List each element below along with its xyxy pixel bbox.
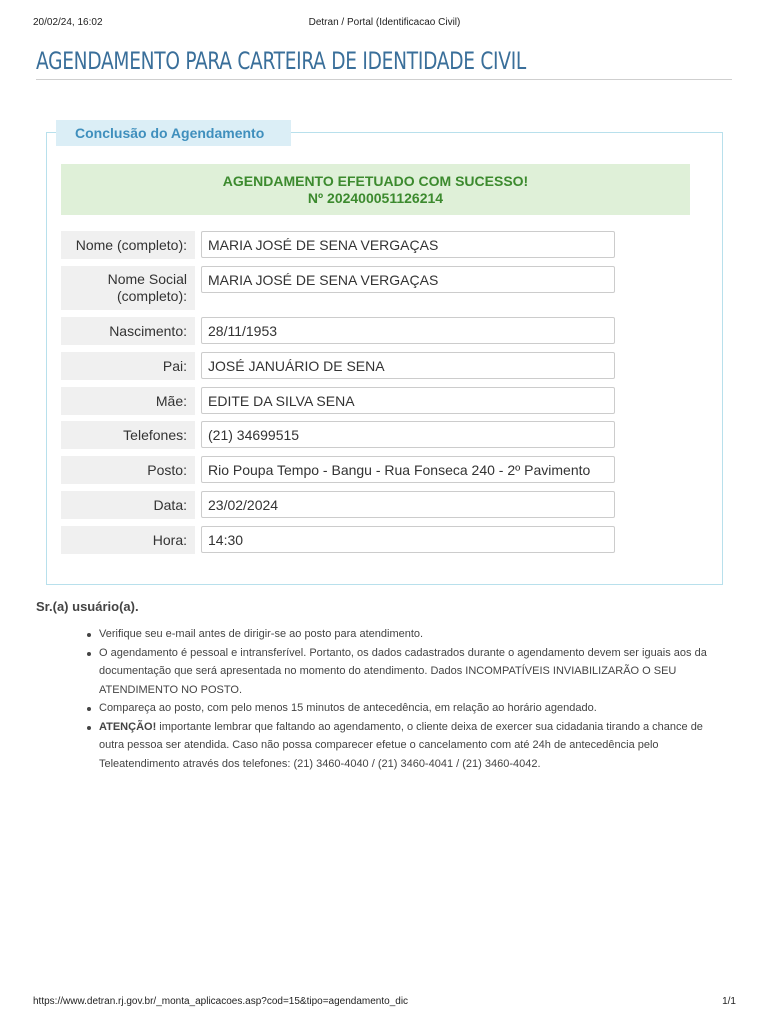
notice-item: O agendamento é pessoal e intransferível. Portanto, os dados cadastrados durante o agendamento devem ser iguais aos da documentação que será apresentada no momento do atendimento. Dados INCOMPATÍVEIS INVIABILIZARÃO O SEU ATENDIMENTO NO POSTO.: [99, 644, 731, 700]
nome-social-field[interactable]: MARIA JOSÉ DE SENA VERGAÇAS: [201, 266, 615, 293]
appointment-number: Nº 202400051126214: [307, 190, 444, 206]
nome-label: Nome (completo):: [61, 231, 195, 259]
pai-field[interactable]: JOSÉ JANUÁRIO DE SENA: [201, 352, 615, 379]
pai-label: Pai:: [61, 352, 195, 380]
field-row-posto: [61, 456, 615, 484]
telefones-field[interactable]: (21) 34699515: [201, 421, 615, 448]
hora-label: Hora:: [61, 526, 195, 554]
field-row-nascimento: [61, 317, 615, 345]
field-row-nome: [61, 231, 615, 259]
posto-label: Posto:: [61, 456, 195, 484]
notice-item: Verifique seu e-mail antes de dirigir-se ao posto para atendimento.: [99, 625, 731, 644]
field-row-hora: [61, 526, 615, 554]
nome-social-label: Nome Social (completo):: [61, 266, 195, 310]
data-label: Data:: [61, 491, 195, 519]
field-row-nome-social: [61, 266, 615, 310]
page-counter: 1/1: [722, 996, 736, 1007]
field-row-data: [61, 491, 615, 519]
field-row-mae: [61, 387, 615, 415]
field-row-telefones: [61, 421, 615, 449]
data-field[interactable]: 23/02/2024: [201, 491, 615, 518]
notice-list: [99, 625, 731, 773]
posto-field[interactable]: Rio Poupa Tempo - Bangu - Rua Fonseca 240 - 2º Pavimento: [201, 456, 615, 483]
print-url: https://www.detran.rj.gov.br/_monta_aplicacoes.asp?cod=15&tipo=agendamento_dic: [33, 996, 409, 1007]
nascimento-field[interactable]: 28/11/1953: [201, 317, 615, 344]
success-alert: [61, 164, 690, 215]
telefones-label: Telefones:: [61, 421, 195, 449]
page-title: AGENDAMENTO PARA CARTEIRA DE IDENTIDADE CIVIL: [36, 47, 527, 75]
notice-title: Sr.(a) usuário(a).: [36, 599, 139, 614]
mae-field[interactable]: EDITE DA SILVA SENA: [201, 387, 615, 414]
success-message: AGENDAMENTO EFETUADO COM SUCESSO!: [222, 173, 529, 189]
notice-item: Compareça ao posto, com pelo menos 15 minutos de antecedência, em relação ao horário agendado.: [99, 699, 731, 718]
print-datetime: 20/02/24, 16:02: [33, 17, 103, 28]
notice-item: ATENÇÃO! importante lembrar que faltando ao agendamento, o cliente deixa de exercer sua cidadania tirando a chance de outra pessoa ser atendida. Caso não possa comparecer efetue o cancelamento com até 24h de antecedência pelo Teleatendimento através dos telefones: (21) 3460-4040 / (21) 3460-4041 / (21) 3460-4042.: [99, 718, 731, 774]
field-row-pai: [61, 352, 615, 380]
nome-field[interactable]: MARIA JOSÉ DE SENA VERGAÇAS: [201, 231, 615, 258]
print-document-title: Detran / Portal (Identificacao Civil): [308, 17, 461, 28]
title-divider: [36, 79, 732, 80]
hora-field[interactable]: 14:30: [201, 526, 615, 553]
attention-label: ATENÇÃO!: [99, 720, 157, 733]
mae-label: Mãe:: [61, 387, 195, 415]
fieldset-legend: Conclusão do Agendamento: [56, 120, 291, 146]
nascimento-label: Nascimento:: [61, 317, 195, 345]
